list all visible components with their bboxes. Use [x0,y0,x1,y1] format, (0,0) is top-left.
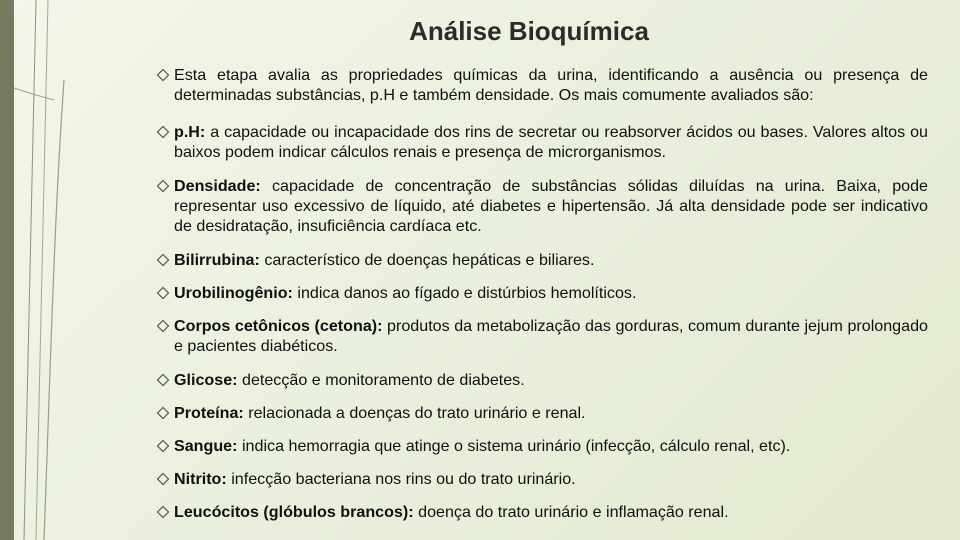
left-accent-bar [0,0,14,540]
bullet-text: infecção bacteriana nos rins ou do trato urinário. [226,470,576,488]
bullet-term: Nitrito: [174,470,227,488]
bullet-text: a capacidade ou incapacidade dos rins de secretar ou reabsorver ácidos ou bases. Valores altos ou baixos podem indicar cálculos renais e presença de microrganismos. [174,123,928,161]
diamond-outline-icon [156,68,170,82]
bullet-term: Densidade: [174,177,261,195]
bullet-item [156,436,928,456]
diamond-outline-icon [156,406,170,420]
bullet-term: p.H: [174,123,206,141]
diamond-outline-icon [156,253,170,267]
bullet-term: Leucócitos (glóbulos brancos): [174,503,414,521]
bullet-term: Corpos cetônicos (cetona): [174,317,383,335]
diamond-outline-icon [156,505,170,519]
bullet-text: Esta etapa avalia as propriedades químicas da urina, identificando a ausência ou presença de determinadas substâncias, p.H e também densidade. Os mais comumente avaliados são: [174,66,928,104]
bullet-term: Glicose: [174,371,238,389]
bullet-item [156,176,928,236]
bullet-text: capacidade de concentração de substâncias sólidas diluídas na urina. Baixa, pode representar uso excessivo de líquido, até diabetes e hipertensão. Já alta densidade pode ser indicativo de desidratação, insuficiência cardíaca etc. [174,177,928,235]
diamond-outline-icon [156,373,170,387]
decorative-lines [14,0,74,540]
bullet-text: detecção e monitoramento de diabetes. [237,371,525,389]
bullet-item [156,283,928,303]
bullet-term: Bilirrubina: [174,251,260,269]
diamond-outline-icon [156,472,170,486]
bullet-text: indica danos ao fígado e distúrbios hemolíticos. [292,284,637,302]
bullet-item [156,403,928,423]
diamond-outline-icon [156,125,170,139]
bullet-item [156,122,928,162]
bullet-term: Urobilinogênio: [174,284,293,302]
bullet-item [156,502,928,522]
bullet-item [156,250,928,270]
bullet-text: relacionada a doenças do trato urinário e renal. [243,404,586,422]
diamond-outline-icon [156,319,170,333]
bullet-text: indica hemorragia que atinge o sistema urinário (infecção, cálculo renal, etc). [237,437,791,455]
diamond-outline-icon [156,286,170,300]
bullet-text: produtos da metabolização das gorduras, comum durante jejum prolongado e pacientes diabéticos. [174,317,928,355]
slide-title: Análise Bioquímica [409,16,649,46]
bullet-term: Sangue: [174,437,238,455]
bullet-list [156,62,928,522]
bullet-term: Proteína: [174,404,244,422]
bullet-item [156,370,928,390]
bullet-item [156,65,928,105]
diamond-outline-icon [156,179,170,193]
bullet-text: doença do trato urinário e inflamação renal. [413,503,729,521]
bullet-item [156,316,928,356]
bullet-item [156,469,928,489]
bullet-text: característico de doenças hepáticas e biliares. [259,251,595,269]
diamond-outline-icon [156,439,170,453]
